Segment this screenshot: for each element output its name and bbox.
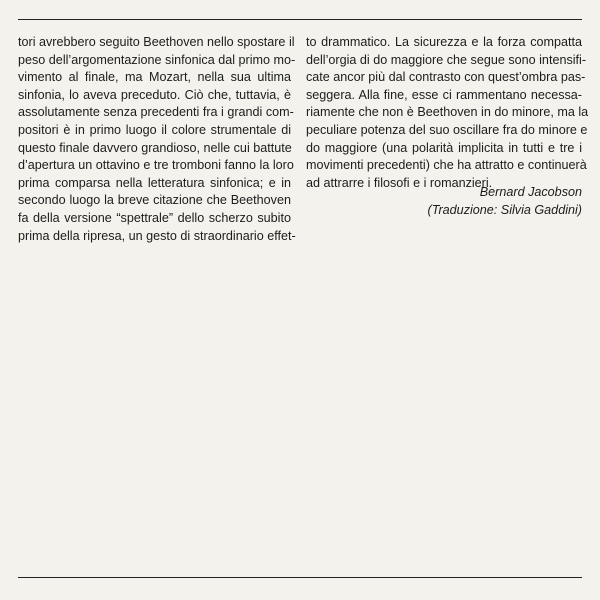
text-line: prima della ripresa, un gesto di straordinario effet- xyxy=(18,228,296,243)
text-line: ad attrarre i filosofi e i romanzieri. xyxy=(306,175,493,190)
credits-block xyxy=(428,184,582,219)
text-line: riamente che non è Beethoven in do minore, ma la xyxy=(306,105,589,120)
text-line: tori avrebbero seguito Beethoven nello spostare il xyxy=(18,35,295,49)
text-line: do maggiore (una polarità implicita in tutti e tre i xyxy=(306,140,582,155)
bottom-rule xyxy=(18,577,582,578)
text-line: peculiare potenza del suo oscillare fra do minore e xyxy=(306,122,588,137)
text-line: to drammatico. La sicurezza e la forza compatta xyxy=(306,35,582,49)
text-line: fa della versione “spettrale” dello scherzo subito xyxy=(18,210,291,225)
left-text-column xyxy=(18,34,296,245)
text-line: positori è in primo luogo il colore strumentale di xyxy=(18,122,291,137)
top-rule xyxy=(18,19,582,20)
text-line: questo finale davvero grandioso, nelle cui battute xyxy=(18,140,292,155)
text-line: seggera. Alla fine, esse ci rammentano necessa- xyxy=(306,87,582,102)
text-line: peso dell’argomentazione sinfonica dal primo mo- xyxy=(18,52,296,67)
text-line: movimenti precedenti) che ha attratto e continuerà xyxy=(306,158,587,173)
right-text-column xyxy=(306,34,589,192)
text-line: cate ancor più dal contrasto con quest’ombra pas- xyxy=(306,70,586,85)
translator-credit: (Traduzione: Silvia Gaddini) xyxy=(427,202,582,217)
text-line: assolutamente senza precedenti fra i grandi com- xyxy=(18,105,294,120)
text-line: sinfonia, lo aveva preceduto. Ciò che, tuttavia, è xyxy=(18,87,291,102)
text-line: dell’orgia di do maggiore che segue sono intensifi- xyxy=(306,52,587,67)
text-line: secondo luogo la breve citazione che Beethoven xyxy=(18,193,291,208)
text-line: vimento al finale, ma Mozart, nella sua ultima xyxy=(18,70,291,85)
text-line: prima comparsa nella letteratura sinfonica; e in xyxy=(18,175,291,190)
author-name: Bernard Jacobson xyxy=(479,185,582,199)
text-line: d’apertura un ottavino e tre tromboni fanno la loro xyxy=(18,158,294,173)
